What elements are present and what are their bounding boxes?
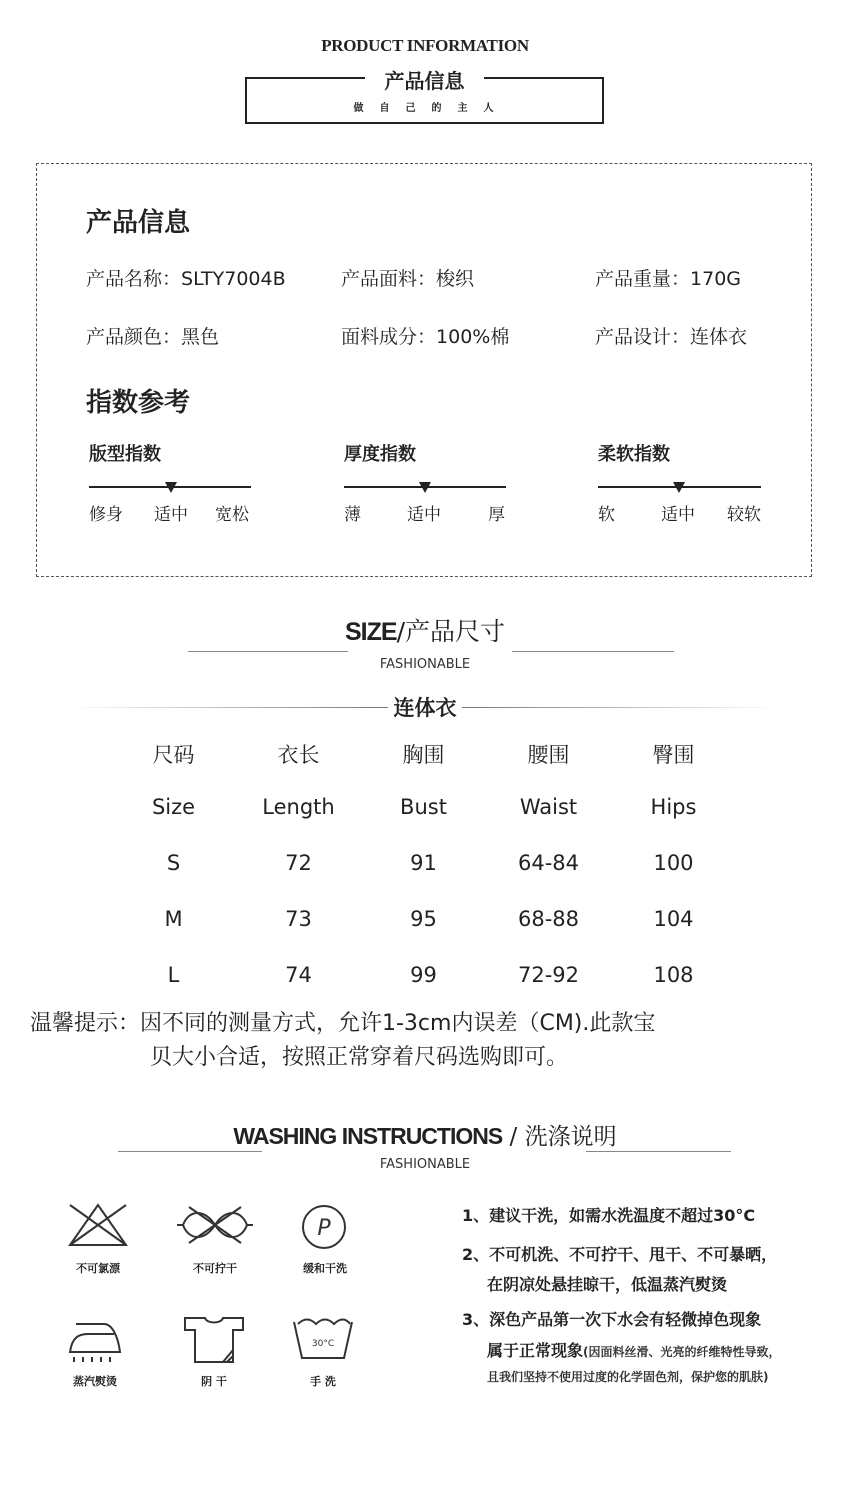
field-value: 梭织 [436, 268, 475, 290]
subtitle-char: 自 [379, 103, 392, 114]
scale-thickness-marker-icon [419, 482, 431, 493]
table-header-cell: 腰围 [527, 743, 570, 767]
field-label: 产品颜色： [86, 326, 182, 348]
wash-instruction-3c: 且我们坚持不使用过度的化学固色剂，保护您的肌肤) [487, 1370, 769, 1384]
field-label: 产品设计： [595, 326, 691, 348]
table-cell: 72-92 [517, 963, 580, 987]
size-rule-right [512, 651, 674, 652]
subtitle-char: 主 [457, 103, 470, 114]
size-subtitle: 连体衣 [393, 696, 457, 720]
washing-rule-left [118, 1151, 262, 1152]
size-fashionable-label: FASHIONABLE [379, 657, 471, 672]
scale-softness-label-mid: 适中 [661, 505, 695, 525]
washing-title-rest: / 洗涤说明 [502, 1124, 617, 1150]
scale-softness-label-high: 较软 [727, 505, 761, 525]
subtitle-char: 的 [431, 103, 444, 114]
steam-iron-label: 蒸汽熨烫 [73, 1375, 117, 1388]
table-cell: 72 [285, 851, 312, 875]
table-header-cell: 臀围 [652, 743, 695, 767]
no-wring-label: 不可拧干 [193, 1262, 237, 1275]
field-value: 连体衣 [690, 326, 748, 348]
scale-fit-label-high: 宽松 [215, 505, 249, 525]
no-bleach-label: 不可氯漂 [76, 1262, 120, 1275]
field-value: SLTY7004B [181, 268, 286, 290]
table-cell: 99 [410, 963, 437, 987]
table-cell: 104 [653, 907, 694, 931]
svg-text:P: P [317, 1216, 331, 1241]
size-note-line1: 温馨提示：因不同的测量方式，允许1-3cm内误差（CM).此款宝 [30, 1011, 656, 1036]
field-value: 170G [690, 268, 742, 290]
subtitle-char: 己 [405, 103, 418, 114]
wash-instruction-2a: 2、不可机洗、不可拧干、甩干、不可暴晒， [462, 1245, 778, 1264]
header-line-right [484, 77, 604, 79]
washing-fashionable-label: FASHIONABLE [379, 1157, 471, 1172]
field-label: 产品重量： [595, 268, 691, 290]
table-cell: 91 [410, 851, 437, 875]
scale-fit-marker-icon [165, 482, 177, 493]
table-header-cell: 衣长 [277, 743, 320, 767]
hand-wash-label: 手 洗 [310, 1375, 336, 1388]
wash-instruction-3b [487, 1338, 781, 1361]
wash-instruction-1: 1、建议干洗，如需水洗温度不超过30°C [462, 1206, 756, 1225]
field-fabric [341, 264, 474, 291]
scale-softness-marker-icon [673, 482, 685, 493]
no-wring-icon [175, 1205, 255, 1245]
field-label: 产品名称： [86, 268, 182, 290]
product-information-title-cn: 产品信息 [384, 69, 465, 93]
no-bleach-icon [66, 1201, 130, 1249]
size-section-title [0, 612, 850, 648]
washing-section-title [0, 1118, 850, 1151]
scale-thickness-title: 厚度指数 [344, 444, 416, 465]
table-cell: 95 [410, 907, 437, 931]
wash-instruction-3b-small: (因面料丝滑、光亮的纤维特性导致， [583, 1345, 781, 1359]
scale-softness-title: 柔软指数 [598, 444, 670, 465]
table-header-cell: 胸围 [402, 743, 445, 767]
table-header-cell: Hips [650, 795, 697, 819]
table-cell: M [164, 907, 183, 931]
size-note [30, 1007, 830, 1075]
table-header-cell: Size [151, 795, 196, 819]
hand-wash-icon [292, 1314, 354, 1360]
header-subtitle [245, 99, 604, 114]
field-value: 100%棉 [436, 326, 510, 348]
scale-thickness-label-high: 厚 [488, 505, 505, 525]
scale-thickness-label-low: 薄 [344, 505, 361, 525]
subtitle-char: 人 [483, 103, 496, 114]
shade-dry-icon [183, 1314, 245, 1364]
header-line-left [245, 77, 365, 79]
table-header-cell: Bust [400, 795, 447, 819]
field-design [595, 322, 747, 349]
scale-fit-label-low: 修身 [89, 505, 123, 525]
washing-title-bold: WASHING INSTRUCTIONS [233, 1123, 503, 1149]
field-label: 产品面料： [341, 268, 437, 290]
field-composition [341, 322, 509, 349]
shade-dry-label: 阴 干 [201, 1375, 227, 1388]
size-title-rest: /产品尺寸 [396, 617, 505, 646]
hand-wash-temp: 30°C [311, 1339, 335, 1349]
table-header-cell: Waist [519, 795, 578, 819]
scale-fit-title: 版型指数 [89, 444, 161, 465]
info-heading: 产品信息 [86, 208, 191, 238]
table-header-cell: Length [262, 795, 335, 819]
wash-instruction-3b-bold: 属于正常现象 [487, 1341, 584, 1360]
washing-rule-right [586, 1151, 731, 1152]
table-cell: 74 [285, 963, 312, 987]
gentle-dry-clean-label: 缓和干洗 [303, 1262, 347, 1275]
table-cell: 108 [653, 963, 694, 987]
field-weight [595, 264, 741, 291]
product-information-title-en: PRODUCT INFORMATION [321, 36, 529, 55]
size-note-line2: 贝大小合适，按照正常穿着尺码选购即可。 [150, 1045, 569, 1070]
table-cell: 100 [653, 851, 694, 875]
table-cell: S [166, 851, 181, 875]
steam-iron-icon [66, 1316, 126, 1366]
field-product-name [86, 264, 286, 291]
wash-instruction-2b: 在阴凉处悬挂晾干，低温蒸汽熨烫 [487, 1275, 728, 1294]
index-heading: 指数参考 [86, 388, 191, 418]
table-header-cell: 尺码 [152, 743, 195, 767]
size-rule-left [188, 651, 348, 652]
scale-thickness-label-mid: 适中 [407, 505, 441, 525]
subtitle-char: 做 [353, 103, 366, 114]
table-cell: L [167, 963, 180, 987]
size-title-bold: SIZE [344, 618, 397, 646]
scale-fit-label-mid: 适中 [154, 505, 188, 525]
field-value: 黑色 [181, 326, 220, 348]
field-label: 面料成分： [341, 326, 437, 348]
table-cell: 64-84 [517, 851, 580, 875]
field-color [86, 322, 219, 349]
table-cell: 68-88 [517, 907, 580, 931]
scale-softness-label-low: 软 [598, 505, 615, 525]
table-cell: 73 [285, 907, 312, 931]
gentle-dry-clean-icon [300, 1203, 348, 1251]
wash-instruction-3a: 3、深色产品第一次下水会有轻微掉色现象 [462, 1310, 762, 1329]
